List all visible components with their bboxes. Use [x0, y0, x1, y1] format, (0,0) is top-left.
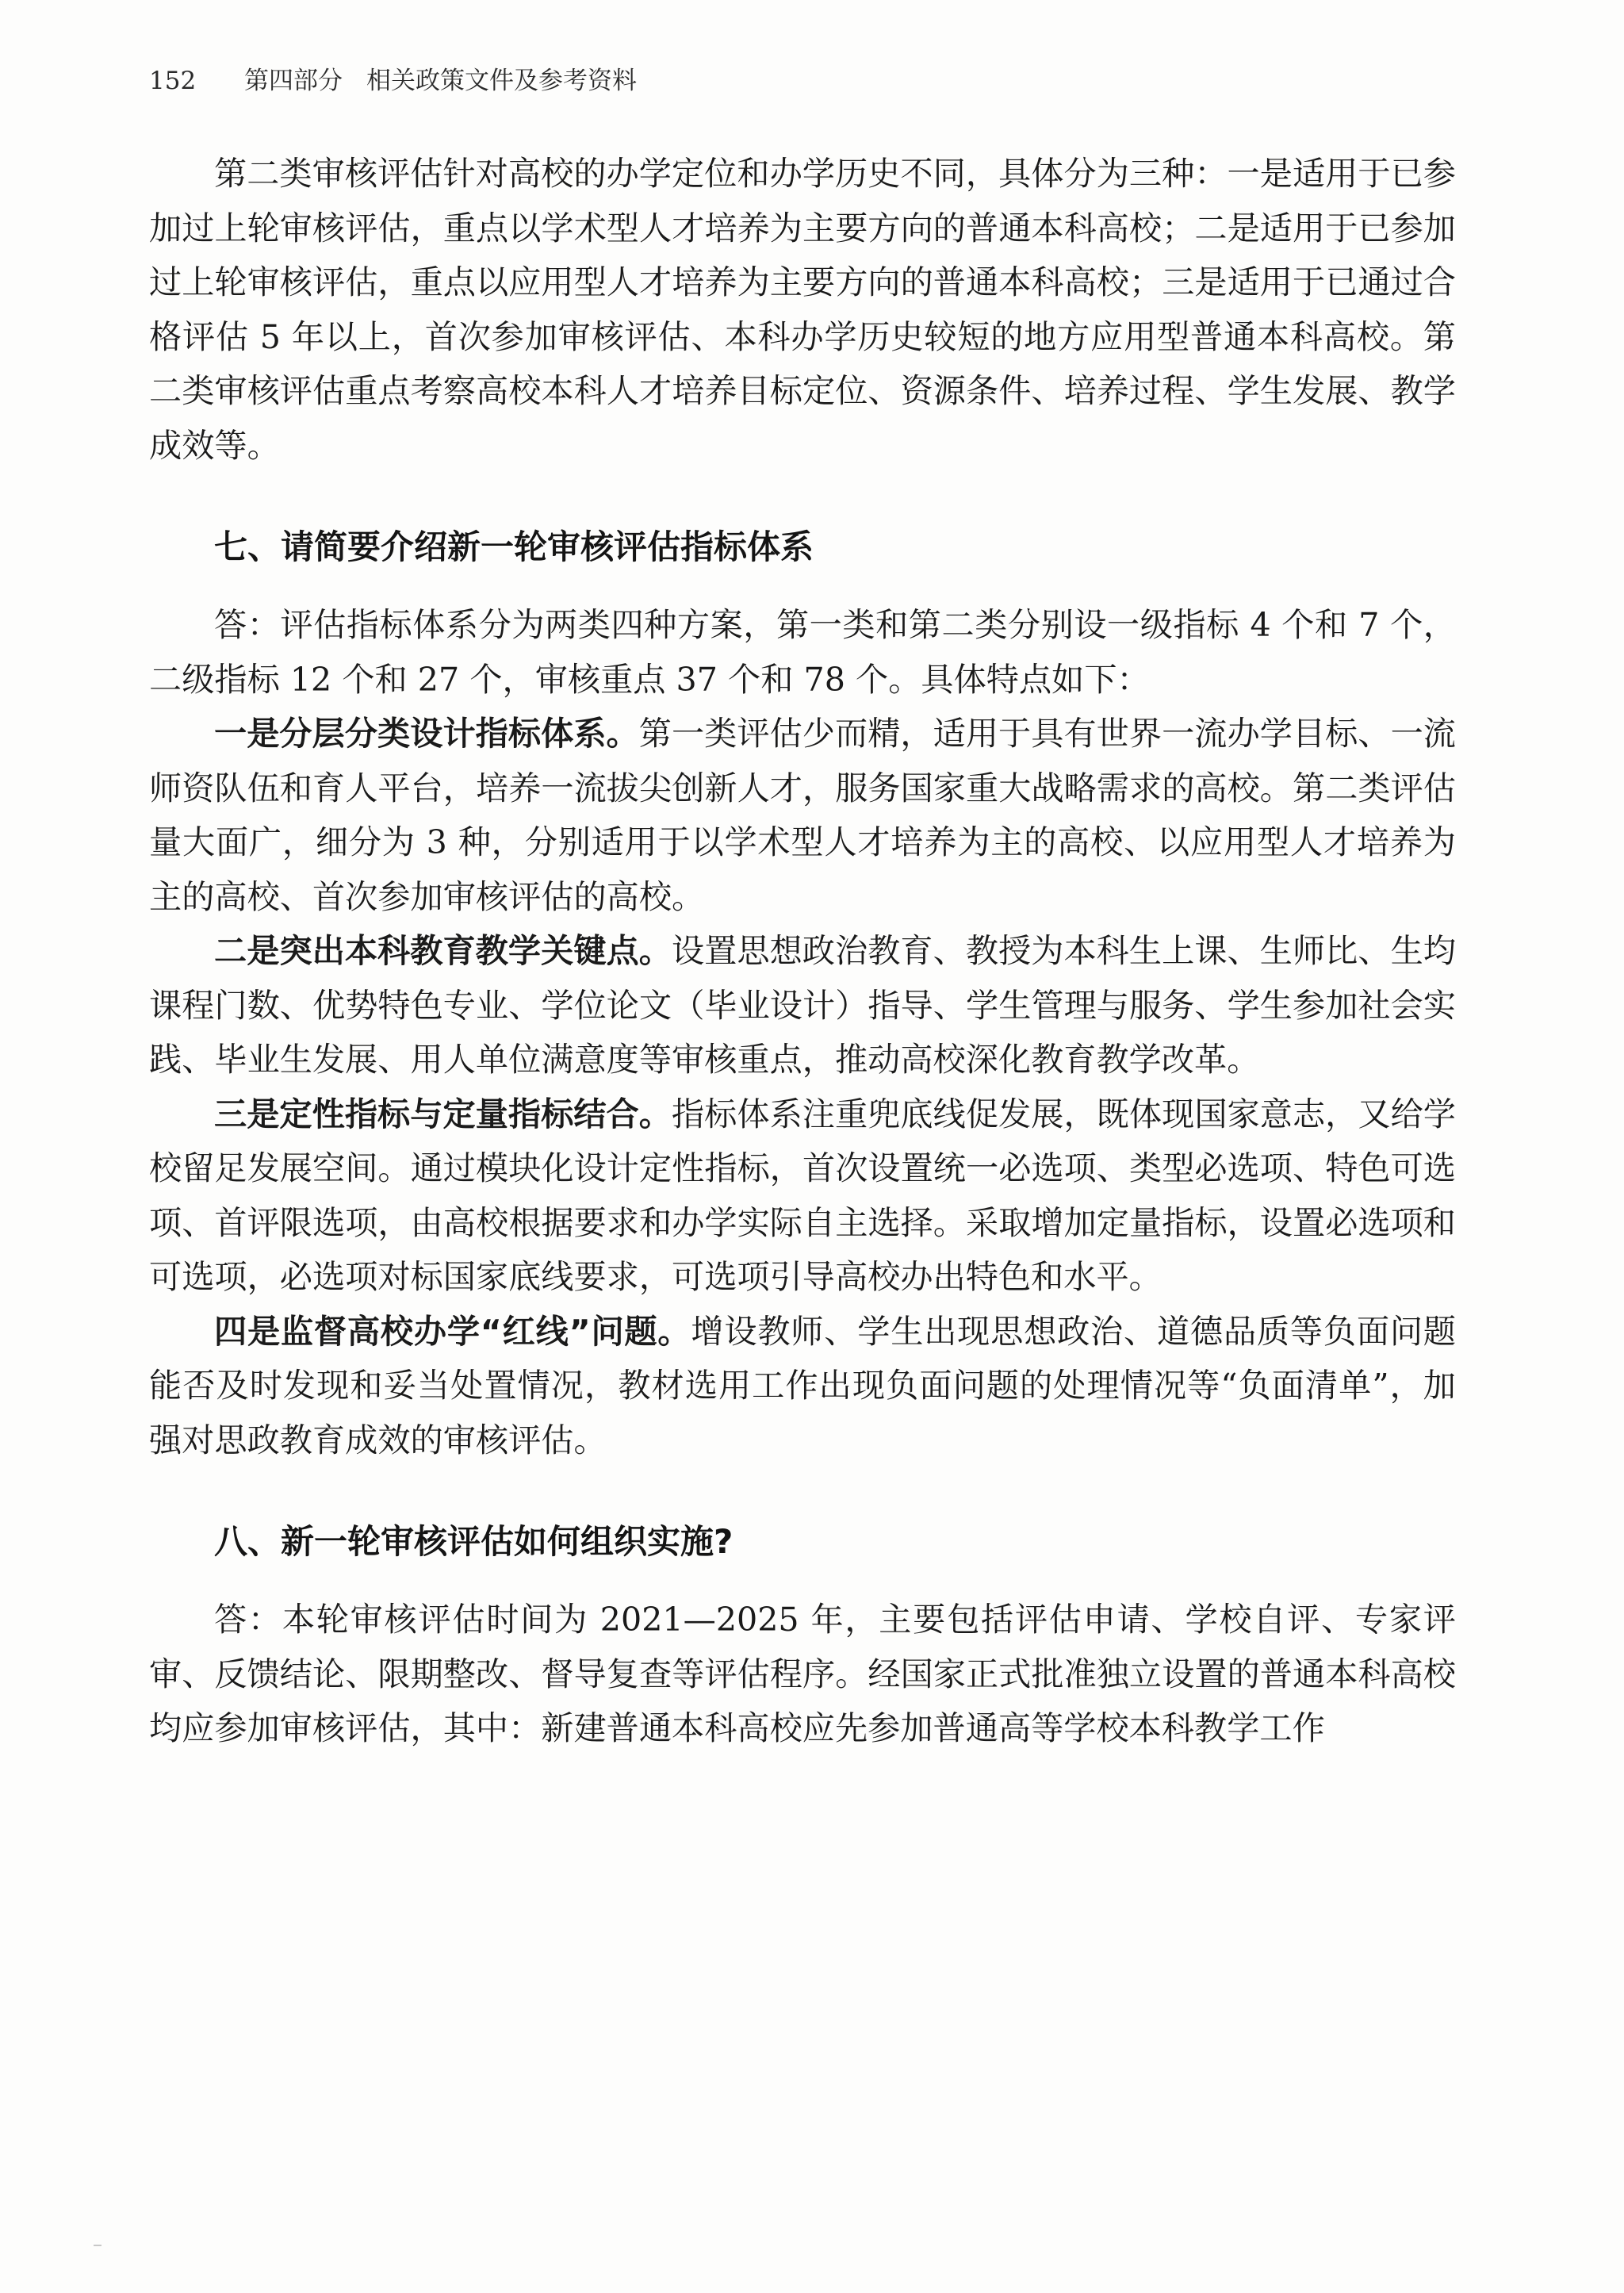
point-3-text: 指标体系注重兜底线促发展，既体现国家意志，又给学校留足发展空间。通过模块化设计定性指标，首次设置统一必选项、类型必选项、特色可选项、首评限选项，由高校根据要求和办学实际自主选择。采取增加定量指标，设置必选项和可选项，必选项对标国家底线要求，可选项引导高校办出特色和水平。 — [149, 1095, 1456, 1296]
paragraph-point-2 — [149, 924, 1456, 1087]
point-2-lead: 二是突出本科教育教学关键点。 — [214, 932, 672, 970]
point-4-lead: 四是监督高校办学“红线”问题。 — [214, 1312, 691, 1351]
page-number: 152 — [149, 67, 197, 95]
point-2-text: 设置思想政治教育、教授为本科生上课、生师比、生均课程门数、优势特色专业、学位论文（毕业设计）指导、学生管理与服务、学生参加社会实践、毕业生发展、用人单位满意度等审核重点，推动高校深化教育教学改革。 — [149, 932, 1456, 1079]
paragraph-answer-8: 答：本轮审核评估时间为 2021—2025 年，主要包括评估申请、学校自评、专家评审、反馈结论、限期整改、督导复查等评估程序。经国家正式批准独立设置的普通本科高校均应参加审核评估，其中：新建普通本科高校应先参加普通高等学校本科教学工作 — [149, 1601, 1456, 1747]
paragraph-point-3 — [149, 1087, 1456, 1305]
point-1-text: 第一类评估少而精，适用于具有世界一流办学目标、一流师资队伍和育人平台，培养一流拔尖创新人才，服务国家重大战略需求的高校。第二类评估量大面广，细分为 3 种，分别适用于以学术型人才培养为主的高校、以应用型人才培养为主的高校、首次参加审核评估的高校。 — [149, 715, 1456, 916]
scan-mark — [94, 2245, 102, 2246]
running-header — [149, 65, 637, 97]
paragraph-point-1 — [149, 707, 1456, 924]
part-label: 第四部分 — [244, 67, 343, 95]
document-body — [149, 147, 1456, 1756]
heading-question-8: 八、新一轮审核评估如何组织实施? — [214, 1522, 733, 1561]
point-3-lead: 三是定性指标与定量指标结合。 — [214, 1095, 672, 1133]
point-1-lead: 一是分层分类设计指标体系。 — [214, 715, 639, 753]
paragraph-point-4 — [149, 1305, 1456, 1468]
paragraph-second-category: 第二类审核评估针对高校的办学定位和办学历史不同，具体分为三种：一是适用于已参加过上轮审核评估，重点以学术型人才培养为主要方向的普通本科高校；二是适用于已参加过上轮审核评估，重点以应用型人才培养为主要方向的普通本科高校；三是适用于已通过合格评估 5 年以上，首次参加审核评估、本科办学历史较短的地方应用型普通本科高校。第二类审核评估重点考察高校本科人才培养目标定位、资源条件、培养过程、学生发展、教学成效等。 — [149, 155, 1456, 465]
heading-question-7: 七、请简要介绍新一轮审核评估指标体系 — [214, 527, 814, 566]
paragraph-answer-7-intro: 答：评估指标体系分为两类四种方案，第一类和第二类分别设一级指标 4 个和 7 个，二级指标 12 个和 27 个，审核重点 37 个和 78 个。具体特点如下： — [149, 606, 1456, 699]
section-title: 相关政策文件及参考资料 — [366, 67, 637, 95]
point-4-text: 增设教师、学生出现思想政治、道德品质等负面问题能否及时发现和妥当处置情况，教材选用工作出现负面问题的处理情况等“负面清单”，加强对思政教育成效的审核评估。 — [149, 1312, 1456, 1459]
